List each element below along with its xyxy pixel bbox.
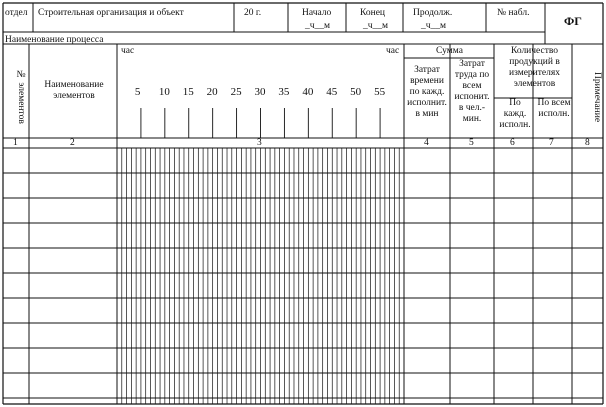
start-time-field: _ч__м (305, 21, 331, 31)
minute-tick-label: 55 (374, 86, 386, 98)
process-label: Наименование процесса (5, 35, 104, 45)
column-number: 2 (70, 138, 75, 148)
duration-time-field: _ч__м (421, 21, 447, 31)
observation-number-label: № набл. (497, 8, 530, 18)
org-label: Строительная организация и объект (38, 8, 184, 18)
col-labor-all: Затрат труда по всем испонит. в чел.-мин. (454, 59, 490, 124)
hour-label-right: час (386, 46, 400, 56)
column-number: 6 (510, 138, 515, 148)
end-time-field: _ч__м (363, 21, 389, 31)
col-element-name: Наименование элементов (44, 80, 104, 101)
minute-tick-label: 20 (206, 86, 218, 98)
minute-tick-label: 25 (230, 86, 242, 98)
column-number: 7 (549, 138, 554, 148)
column-number: 4 (424, 138, 429, 148)
year-label: 20 г. (244, 8, 262, 18)
minute-tick-label: 5 (134, 86, 141, 98)
minute-tick-label: 40 (302, 86, 314, 98)
duration-label: Продолж. (413, 8, 453, 18)
form-code: ФГ (564, 14, 582, 28)
col-qty-all: По всем исполн. (537, 98, 571, 119)
hour-label-left: час (121, 46, 135, 56)
col-sum: Сумма (436, 46, 463, 56)
end-label: Конец (360, 8, 385, 18)
dept-label: отдел (5, 8, 28, 18)
minute-tick-label: 35 (278, 86, 290, 98)
minute-tick-label: 50 (350, 86, 362, 98)
col-quantity: Количество продукций в измерителях элементов (509, 46, 560, 89)
column-number: 1 (13, 138, 18, 148)
minute-tick-label: 10 (158, 86, 170, 98)
minute-tick-label: 45 (326, 86, 338, 98)
column-number: 3 (257, 138, 262, 148)
start-label: Начало (302, 8, 332, 18)
col-time-per-performer: Затрат времени по кажд. исполнит. в мин (407, 65, 447, 119)
col-qty-each: По кажд. исполн. (499, 98, 531, 130)
col-num-elements: № элементов (16, 70, 26, 124)
column-number: 5 (469, 138, 474, 148)
col-note: Примечание (592, 71, 602, 123)
minute-tick-label: 15 (182, 86, 194, 98)
column-number: 8 (585, 138, 590, 148)
minute-tick-label: 30 (254, 86, 266, 98)
